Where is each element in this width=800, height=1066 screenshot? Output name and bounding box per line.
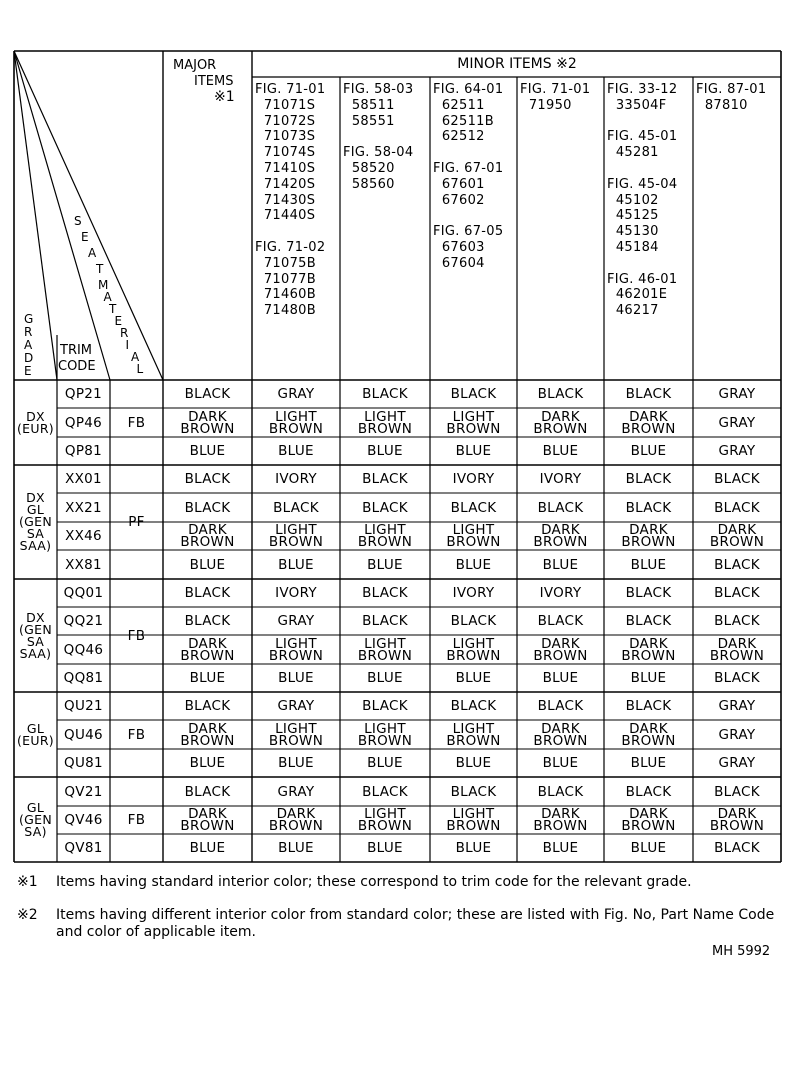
fig-part-entry: 87810 (696, 97, 748, 113)
fig-part-entry: 71072S (255, 113, 316, 129)
minor-item-color-cell: BLACK (625, 499, 672, 516)
trim-code-cell: QQ21 (63, 613, 104, 629)
seat-label-letter: T (96, 262, 104, 276)
minor-item-color-cell: BLACK (714, 783, 760, 800)
grade-label: SAA) (19, 645, 52, 661)
fig-part-entry: FIG. 58-04 (343, 145, 414, 161)
minor-item-color-cell: BLACK (537, 499, 584, 516)
minor-item-color-cell: LIGHT BROWN (446, 720, 501, 749)
trim-code-cell: QV81 (64, 840, 103, 856)
minor-item-color-cell: BLUE (455, 755, 492, 771)
fig-part-entry: 71073S (255, 129, 316, 145)
minor-item-color-cell: BLUE (542, 670, 579, 686)
minor-item-color-cell: BLUE (542, 556, 579, 573)
minor-item-color-cell: LIGHT BROWN (357, 635, 413, 664)
fig-part-entry: 62511 (433, 97, 485, 113)
minor-item-color-cell: IVORY (452, 585, 495, 601)
minor-item-color-cell: BLACK (714, 613, 760, 629)
grade-label: GL (26, 799, 45, 815)
material-label-letter: A (103, 290, 112, 304)
grade-label: (GEN (18, 621, 52, 637)
fig-part-entry: 58560 (343, 176, 395, 192)
trim-code-cell: QP81 (64, 443, 103, 459)
minor-item-color-cell: GRAY (718, 414, 756, 431)
minor-item-color-cell: LIGHT BROWN (357, 408, 413, 437)
fig-part-entry: 62511B (433, 113, 494, 129)
fig-part-entry: 67601 (433, 176, 485, 192)
minor-item-color-cell: BLACK (537, 783, 584, 800)
minor-item-color-cell: BLUE (630, 670, 667, 686)
minor-item-color-cell: GRAY (718, 755, 756, 771)
minor-item-color-cell: BLACK (714, 471, 760, 487)
fig-part-entry: 71075B (255, 255, 316, 271)
minor-item-color-cell: BLACK (362, 471, 408, 487)
minor-item-color-cell: BLUE (542, 443, 579, 459)
grade-label: SA (26, 633, 45, 649)
fig-part-entry: 45125 (607, 208, 659, 224)
minor-item-color-cell: BLUE (278, 443, 314, 459)
major-item-color-cell: BLUE (189, 670, 226, 686)
minor-item-color-cell: DARK BROWN (533, 720, 588, 749)
minor-item-color-cell: BLACK (362, 783, 408, 800)
minor-items-title: MINOR ITEMS ※2 (457, 56, 577, 72)
minor-item-color-cell: GRAY (718, 386, 756, 402)
trim-code-cell: QU46 (64, 726, 103, 743)
minor-item-color-cell: LIGHT BROWN (357, 806, 413, 834)
trim-code-cell: XX01 (65, 471, 102, 487)
reference-code: MH 5992 (712, 944, 771, 959)
minor-item-color-cell: BLUE (278, 556, 314, 573)
grade-label: DX (26, 408, 45, 424)
minor-item-color-cell: BLACK (362, 613, 408, 629)
trim-code-cell: QQ81 (63, 670, 104, 686)
minor-item-color-cell: BLACK (625, 783, 672, 800)
trim-code-cell: XX81 (65, 556, 102, 573)
major-item-color-cell: BLACK (184, 613, 231, 629)
material-label-letter: M (98, 278, 109, 292)
major-items-label-2: ITEMS (194, 74, 234, 89)
fig-part-entry: 67602 (433, 192, 485, 208)
fig-part-entry: 71430S (255, 192, 316, 208)
fig-part-entry: 67603 (433, 240, 485, 255)
minor-item-color-cell: BLUE (278, 670, 314, 686)
fig-part-entry: 71480B (255, 303, 316, 319)
minor-item-color-cell: BLUE (542, 840, 579, 856)
fig-part-entry: 62512 (433, 129, 485, 145)
minor-item-color-cell: BLUE (367, 840, 403, 856)
trim-code-cell: XX21 (65, 499, 102, 516)
diagonal-line (14, 51, 163, 380)
minor-item-color-cell: IVORY (275, 585, 317, 601)
trim-label: TRIM (60, 343, 93, 358)
trim-code-cell: QQ01 (63, 585, 104, 601)
minor-item-color-cell: LIGHT BROWN (268, 408, 324, 437)
seat-label-letter: A (88, 246, 97, 260)
trim-code-cell: QV21 (64, 783, 103, 800)
diagonal-line (14, 51, 57, 380)
minor-item-color-cell: DARK BROWN (621, 522, 676, 550)
grade-label: SA (26, 526, 45, 541)
note-2-text: Items having different interior color from standard color; these are listed with Fig. No, Part Name Code and color of applicable item. (56, 907, 775, 940)
grade-label: (GEN (18, 514, 52, 529)
minor-item-color-cell: BLACK (450, 698, 497, 714)
minor-item-color-cell: BLUE (542, 755, 579, 771)
minor-item-color-cell: BLACK (537, 613, 584, 629)
fig-part-entry: FIG. 64-01 (433, 82, 504, 97)
grade-label: GL (26, 720, 45, 736)
minor-item-color-cell: LIGHT BROWN (268, 720, 324, 749)
fig-part-entry: 71074S (255, 145, 316, 161)
fig-part-entry: FIG. 45-01 (607, 129, 678, 145)
minor-item-color-cell: LIGHT BROWN (268, 635, 324, 664)
minor-item-color-cell: BLACK (714, 670, 760, 686)
minor-item-color-cell: LIGHT BROWN (357, 720, 413, 749)
grade-label: DX (26, 490, 45, 505)
major-item-color-cell: BLUE (189, 443, 226, 459)
major-item-color-cell: BLACK (184, 698, 231, 714)
minor-item-color-cell: LIGHT BROWN (357, 522, 413, 550)
minor-item-color-cell: DARK BROWN (533, 408, 588, 437)
minor-item-color-cell: GRAY (277, 386, 315, 402)
major-item-color-cell: DARK BROWN (180, 635, 235, 664)
minor-item-color-cell: BLACK (714, 499, 760, 516)
minor-item-color-cell: DARK BROWN (533, 522, 588, 550)
seat-label-letter: S (74, 214, 82, 228)
minor-item-color-cell: DARK BROWN (621, 635, 676, 664)
minor-item-color-cell: DARK BROWN (709, 806, 765, 834)
minor-item-color-cell: BLACK (537, 386, 584, 402)
major-item-color-cell: DARK BROWN (180, 522, 235, 550)
minor-item-color-cell: BLUE (278, 755, 314, 771)
minor-item-color-cell: DARK BROWN (709, 522, 765, 550)
fig-part-entry: FIG. 67-01 (433, 161, 504, 176)
fig-part-entry: 71440S (255, 208, 316, 224)
grade-label: (EUR) (17, 420, 54, 436)
fig-part-entry: FIG. 87-01 (696, 82, 767, 97)
minor-item-color-cell: BLUE (455, 840, 492, 856)
minor-item-color-cell: IVORY (539, 471, 582, 487)
seat-label-letter: E (81, 230, 89, 244)
minor-item-color-cell: BLUE (630, 443, 667, 459)
major-item-color-cell: BLACK (184, 499, 231, 516)
minor-item-color-cell: IVORY (452, 471, 495, 487)
fig-part-entry: FIG. 58-03 (343, 82, 414, 97)
minor-item-color-cell: LIGHT BROWN (446, 522, 501, 550)
minor-item-color-cell: BLACK (625, 613, 672, 629)
fig-part-entry: 71950 (520, 97, 572, 113)
major-item-color-cell: BLUE (189, 556, 226, 573)
grade-label-letter: D (24, 351, 34, 365)
minor-item-color-cell: IVORY (539, 585, 582, 601)
fig-part-entry: 58551 (343, 113, 395, 129)
fig-part-entry: 71410S (255, 161, 316, 176)
fig-part-entry: FIG. 71-01 (520, 82, 591, 97)
fig-part-entry: 71077B (255, 271, 316, 287)
grade-label: (GEN (18, 811, 52, 827)
minor-item-color-cell: BLUE (367, 670, 403, 686)
minor-item-color-cell: BLACK (714, 585, 760, 601)
grade-label-letter: G (24, 312, 34, 326)
minor-item-color-cell: BLACK (625, 386, 672, 402)
material-label-letter: A (131, 350, 140, 364)
material-label-letter: E (114, 314, 123, 328)
trim-code-cell: QP21 (64, 386, 103, 402)
major-item-color-cell: DARK BROWN (180, 720, 235, 749)
minor-item-color-cell: GRAY (277, 783, 315, 800)
major-items-label: MAJOR (173, 58, 217, 73)
minor-item-color-cell: BLUE (630, 755, 667, 771)
trim-code-cell: QU81 (64, 755, 103, 771)
minor-item-color-cell: BLUE (367, 556, 403, 573)
minor-item-color-cell: BLUE (455, 556, 492, 573)
trim-code-cell: QV46 (64, 812, 103, 828)
major-item-color-cell: BLUE (189, 840, 226, 856)
trim-code-cell: QQ46 (63, 641, 104, 658)
fig-part-entry: FIG. 46-01 (607, 271, 678, 287)
major-item-color-cell: BLACK (184, 386, 231, 402)
fig-part-entry: FIG. 71-01 (255, 82, 326, 97)
fig-part-entry: 71071S (255, 97, 316, 113)
minor-item-color-cell: DARK BROWN (533, 635, 588, 664)
minor-item-color-cell: BLACK (714, 840, 760, 856)
fig-part-entry: 45184 (607, 240, 659, 255)
minor-item-color-cell: LIGHT BROWN (268, 522, 324, 550)
minor-item-color-cell: GRAY (718, 443, 756, 459)
material-label-letter: L (136, 362, 144, 376)
minor-item-color-cell: BLACK (625, 471, 672, 487)
minor-item-color-cell: BLACK (273, 499, 319, 516)
trim-code-cell: XX46 (65, 528, 102, 544)
fig-part-entry: FIG. 33-12 (607, 82, 678, 97)
minor-item-color-cell: IVORY (275, 471, 317, 487)
minor-item-color-cell: BLACK (362, 386, 408, 402)
major-item-color-cell: BLACK (184, 471, 231, 487)
minor-item-color-cell: DARK BROWN (621, 408, 676, 437)
grade-label: GL (26, 502, 45, 517)
major-items-note-mark: ※1 (214, 89, 235, 105)
minor-item-color-cell: BLACK (625, 698, 672, 714)
minor-item-color-cell: BLUE (455, 670, 492, 686)
fig-part-entry: 45281 (607, 145, 659, 161)
fig-part-entry: 46217 (607, 303, 659, 319)
minor-item-color-cell: BLUE (630, 556, 667, 573)
fig-part-entry: 33504F (607, 97, 667, 113)
minor-item-color-cell: GRAY (718, 698, 756, 714)
fig-part-entry: 71420S (255, 176, 316, 192)
major-item-color-cell: DARK BROWN (180, 806, 235, 834)
fig-part-entry: 67604 (433, 255, 485, 271)
note-2-mark: ※2 (17, 907, 38, 923)
seat-material-cell: FB (127, 811, 146, 828)
minor-item-color-cell: GRAY (277, 613, 315, 629)
grade-label: DX (26, 609, 45, 625)
minor-item-color-cell: BLACK (362, 585, 408, 601)
grade-label: (EUR) (17, 732, 54, 748)
minor-item-color-cell: BLACK (450, 783, 497, 800)
seat-material-cell: FB (127, 627, 146, 644)
minor-item-color-cell: BLUE (455, 443, 492, 459)
fig-part-entry: 46201E (607, 287, 668, 303)
minor-item-color-cell: LIGHT BROWN (446, 635, 501, 664)
seat-material-cell: FB (127, 726, 146, 743)
minor-item-color-cell: GRAY (277, 698, 315, 714)
fig-part-entry: 45102 (607, 192, 659, 208)
minor-item-color-cell: BLACK (537, 698, 584, 714)
minor-item-color-cell: BLACK (362, 698, 408, 714)
minor-item-color-cell: BLACK (450, 499, 497, 516)
minor-item-color-cell: GRAY (718, 726, 756, 743)
minor-item-color-cell: BLACK (714, 556, 760, 573)
grade-label-letter: R (24, 325, 33, 339)
seat-material-cell: PF (128, 514, 145, 530)
material-label-letter: R (120, 326, 129, 340)
trim-code-cell: QP46 (64, 414, 103, 431)
fig-part-entry: 71460B (255, 287, 316, 303)
grade-label-letter: E (24, 364, 32, 378)
minor-item-color-cell: BLACK (450, 613, 497, 629)
minor-item-color-cell: DARK BROWN (709, 635, 765, 664)
grade-label-letter: A (24, 338, 33, 352)
fig-part-entry: FIG. 45-04 (607, 176, 678, 192)
note-1-text: Items having standard interior color; these correspond to trim code for the relevant grade. (56, 874, 692, 890)
major-item-color-cell: DARK BROWN (180, 408, 235, 437)
minor-item-color-cell: BLACK (625, 585, 672, 601)
minor-item-color-cell: DARK BROWN (268, 806, 324, 834)
fig-part-entry: 45130 (607, 224, 659, 240)
major-item-color-cell: BLACK (184, 783, 231, 800)
major-item-color-cell: BLUE (189, 755, 226, 771)
note-1-mark: ※1 (17, 874, 38, 890)
fig-part-entry: 58511 (343, 97, 395, 113)
fig-part-entry: FIG. 71-02 (255, 240, 326, 255)
fig-part-entry: FIG. 67-05 (433, 224, 504, 240)
minor-item-color-cell: BLACK (450, 386, 497, 402)
fig-part-entry: 58520 (343, 161, 395, 176)
minor-item-color-cell: DARK BROWN (621, 806, 676, 834)
code-label: CODE (58, 359, 96, 374)
minor-item-color-cell: DARK BROWN (621, 720, 676, 749)
minor-item-color-cell: BLUE (278, 840, 314, 856)
major-item-color-cell: BLACK (184, 585, 231, 601)
minor-item-color-cell: BLACK (362, 499, 408, 516)
minor-item-color-cell: BLUE (367, 755, 403, 771)
seat-material-cell: FB (127, 414, 146, 431)
minor-item-color-cell: LIGHT BROWN (446, 408, 501, 437)
grade-label: SA) (24, 823, 47, 839)
grade-label: SAA) (19, 538, 52, 553)
minor-item-color-cell: BLUE (367, 443, 403, 459)
minor-item-color-cell: DARK BROWN (533, 806, 588, 834)
minor-item-color-cell: BLUE (630, 840, 667, 856)
trim-code-cell: QU21 (64, 698, 103, 714)
material-label-letter: T (109, 302, 117, 316)
minor-item-color-cell: LIGHT BROWN (446, 806, 501, 834)
material-label-letter: I (125, 338, 130, 352)
